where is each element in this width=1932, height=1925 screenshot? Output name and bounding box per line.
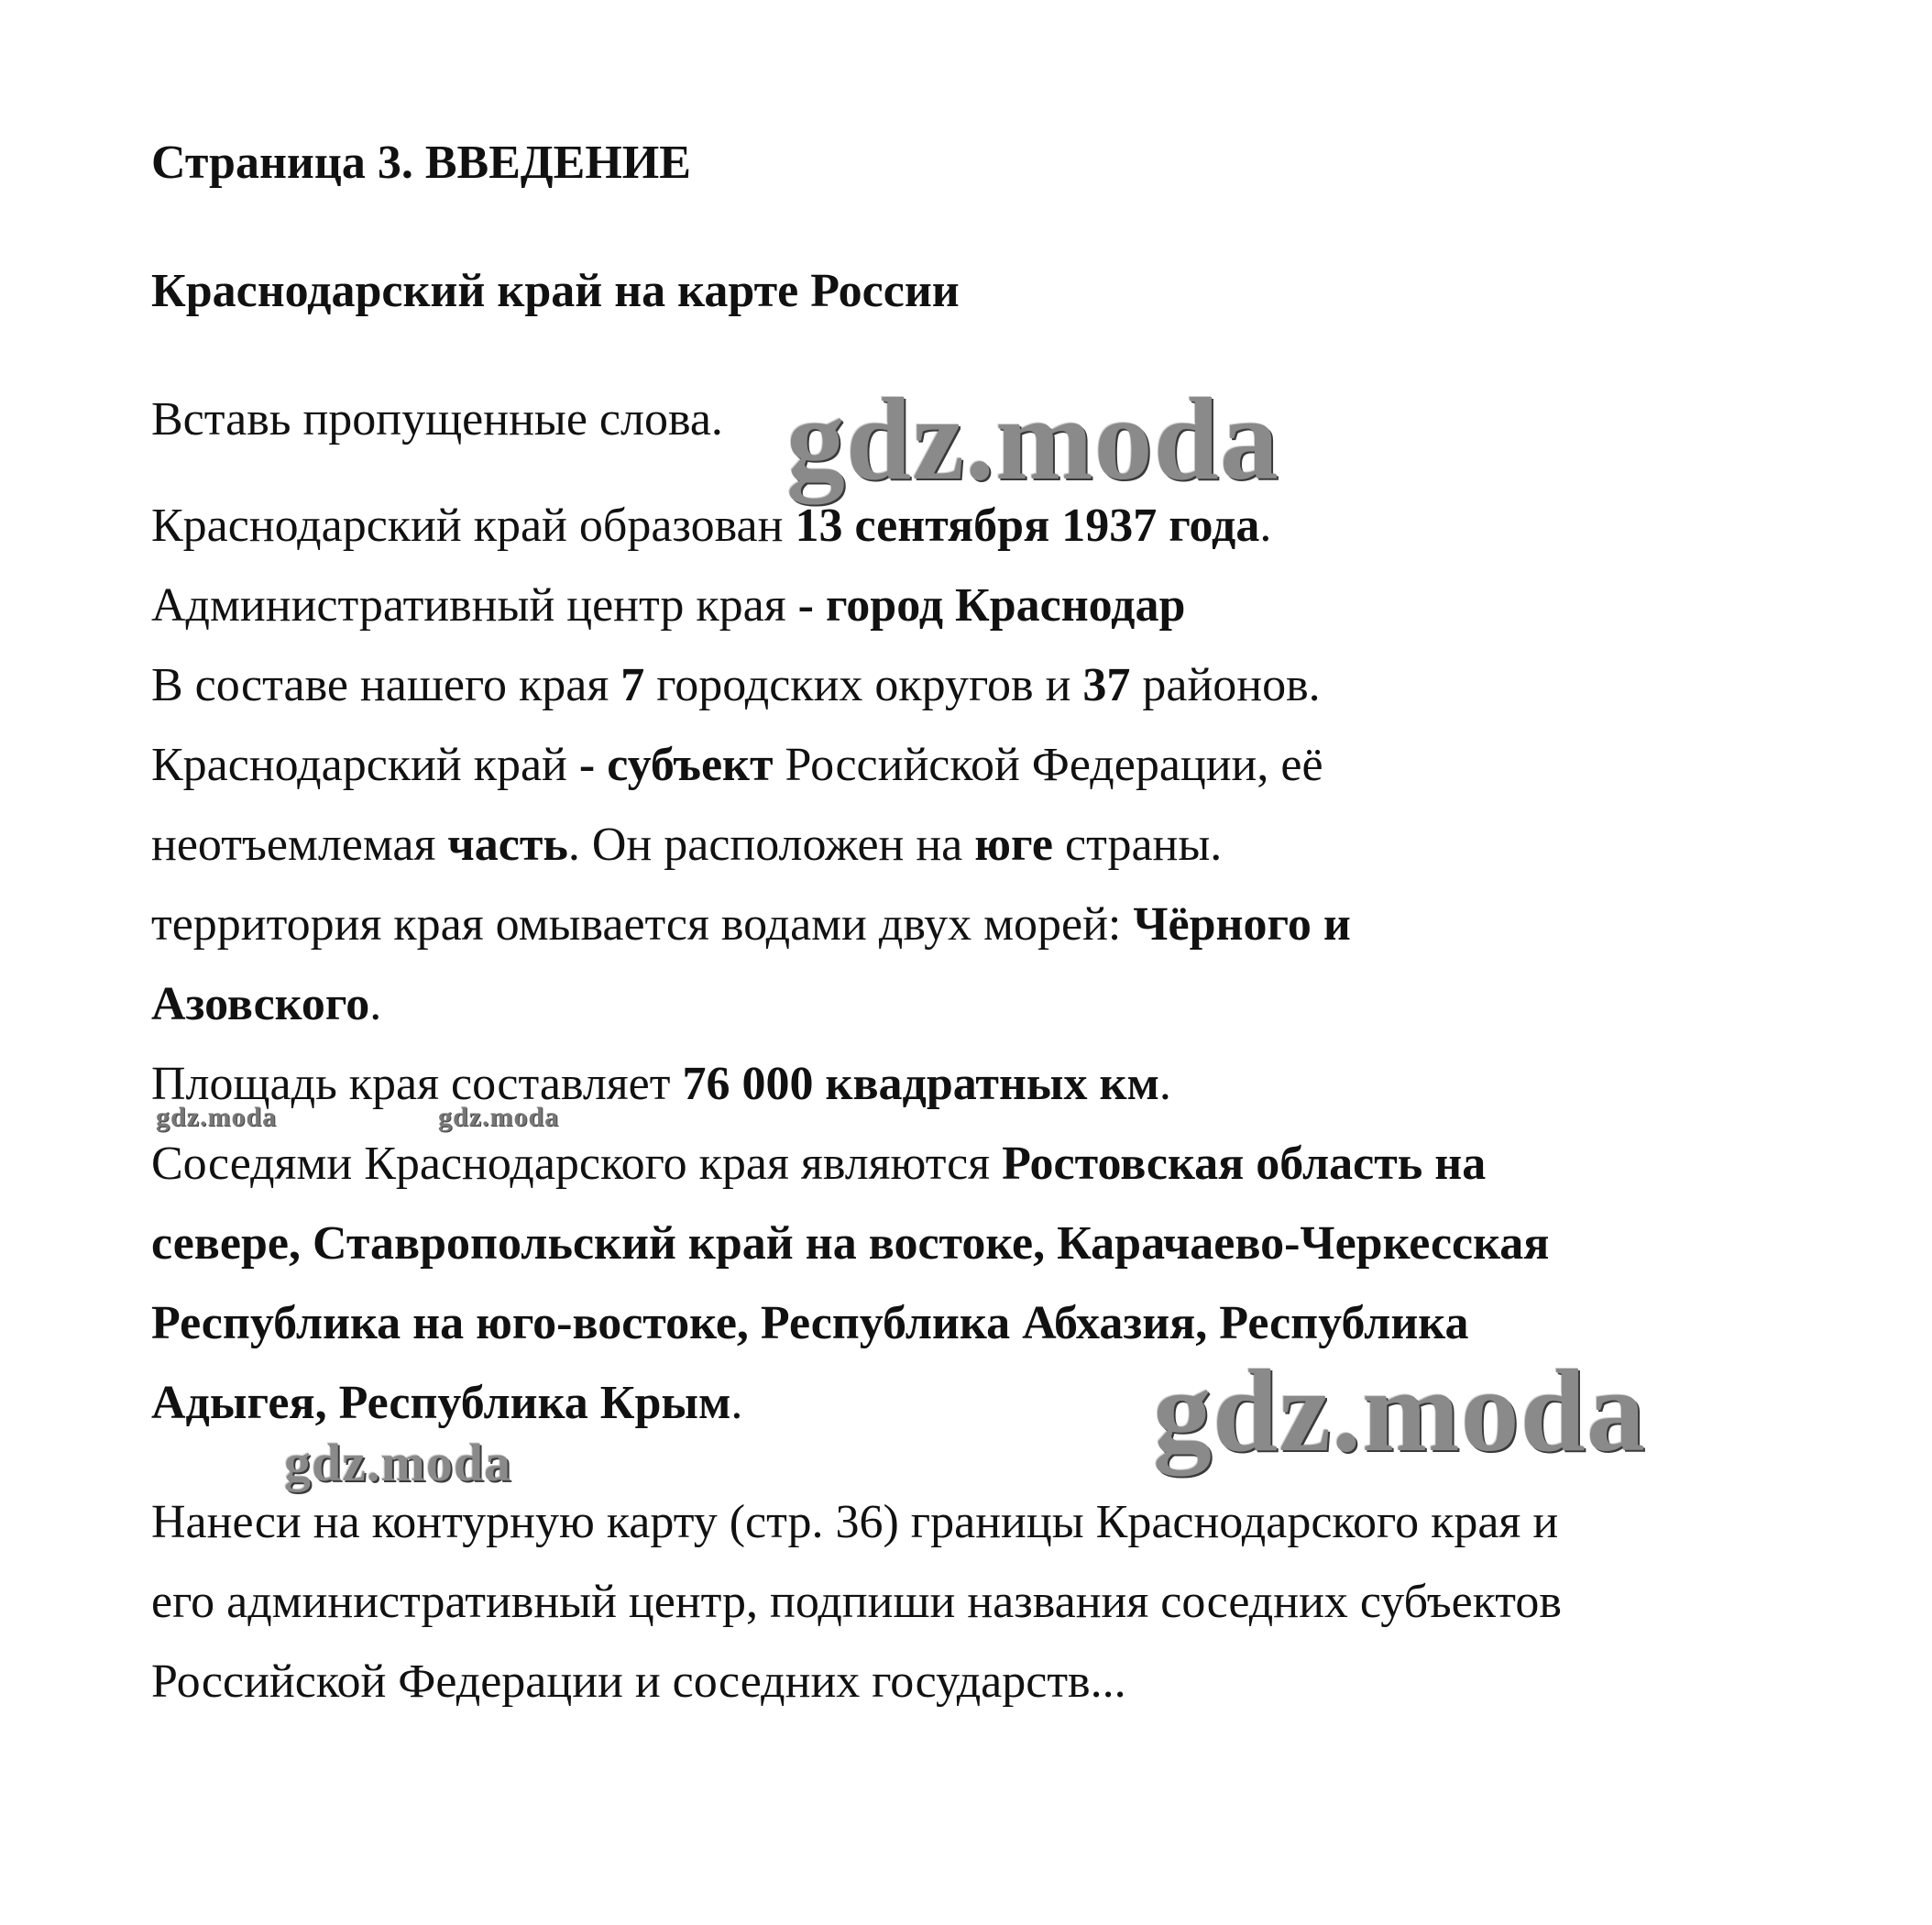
text-line-4: [151, 738, 1323, 793]
answer-subject: - субъект: [578, 739, 774, 791]
watermark-logo: gdz.moda: [156, 1102, 278, 1132]
text-segment: неотъемлемая: [151, 819, 448, 871]
text-line-12: [151, 1376, 742, 1431]
text-segment: территория края омывается водами двух морей:: [151, 898, 1134, 951]
answer-neighbors-continued: Адыгея, Республика Крым: [151, 1377, 731, 1429]
text-segment: .: [1259, 500, 1272, 552]
text-segment: городских округов и: [644, 659, 1083, 711]
text-segment: Краснодарский край: [151, 739, 579, 791]
answer-part: часть: [447, 819, 568, 871]
answer-area: 76 000 квадратных км: [682, 1058, 1159, 1110]
text-segment: районов.: [1130, 659, 1321, 711]
text-line-11: [151, 1296, 1468, 1351]
text-line-14: его административный центр, подпиши названия соседних субъектов: [151, 1576, 1562, 1628]
watermark-logo: gdz.moda: [284, 1433, 512, 1492]
text-segment: .: [1158, 1058, 1171, 1110]
text-line-6: [151, 897, 1351, 952]
text-line-9: [151, 1137, 1486, 1192]
page-title: Страница 3. ВВЕДЕНИЕ: [151, 137, 691, 189]
text-line-3: [151, 658, 1321, 713]
text-segment: Площадь края составляет: [151, 1058, 683, 1110]
section-title: Краснодарский край на карте России: [151, 265, 960, 317]
text-line-10: [151, 1216, 1549, 1271]
answer-neighbors-continued: Республика на юго-востоке, Республика Абхазия, Республика: [151, 1297, 1469, 1349]
text-segment: .: [369, 978, 382, 1030]
watermark-logo: gdz.moda: [438, 1102, 560, 1132]
answer-districts-rural: 37: [1082, 659, 1131, 711]
text-line-7: [151, 977, 381, 1032]
text-segment: В составе нашего края: [151, 659, 621, 711]
answer-neighbors: Ростовская область на: [1002, 1138, 1487, 1190]
text-line-5: [151, 818, 1222, 873]
text-segment: Соседями Краснодарского края являются: [151, 1138, 1003, 1190]
text-line-2: [151, 578, 1185, 633]
watermark-logo: gdz.moda: [1153, 1346, 1646, 1476]
text-segment: . Он расположен на: [567, 819, 975, 871]
text-line-13: Нанеси на контурную карту (стр. 36) границы Краснодарского края и: [151, 1496, 1559, 1548]
text-segment: страны.: [1053, 819, 1223, 871]
text-line-1: [151, 499, 1271, 554]
text-segment: Российской Федерации, её: [773, 739, 1323, 791]
text-segment: Краснодарский край образован: [151, 500, 796, 552]
answer-south: юге: [974, 819, 1054, 871]
watermark-logo: gdz.moda: [786, 374, 1279, 504]
text-segment: .: [730, 1377, 743, 1429]
instruction-text: Вставь пропущенные слова.: [151, 393, 723, 446]
answer-capital: - город Краснодар: [797, 579, 1186, 632]
text-segment: Административный центр края: [151, 579, 798, 632]
answer-seas-continued: Азовского: [151, 978, 370, 1030]
text-line-8: [151, 1057, 1171, 1112]
answer-date: 13 сентября 1937 года: [795, 500, 1260, 552]
answer-seas: Чёрного и: [1133, 898, 1351, 951]
answer-districts-urban: 7: [620, 659, 645, 711]
text-line-15: Российской Федерации и соседних государств...: [151, 1656, 1126, 1708]
answer-neighbors-continued: севере, Ставропольский край на востоке, Карачаево-Черкесская: [151, 1217, 1550, 1270]
